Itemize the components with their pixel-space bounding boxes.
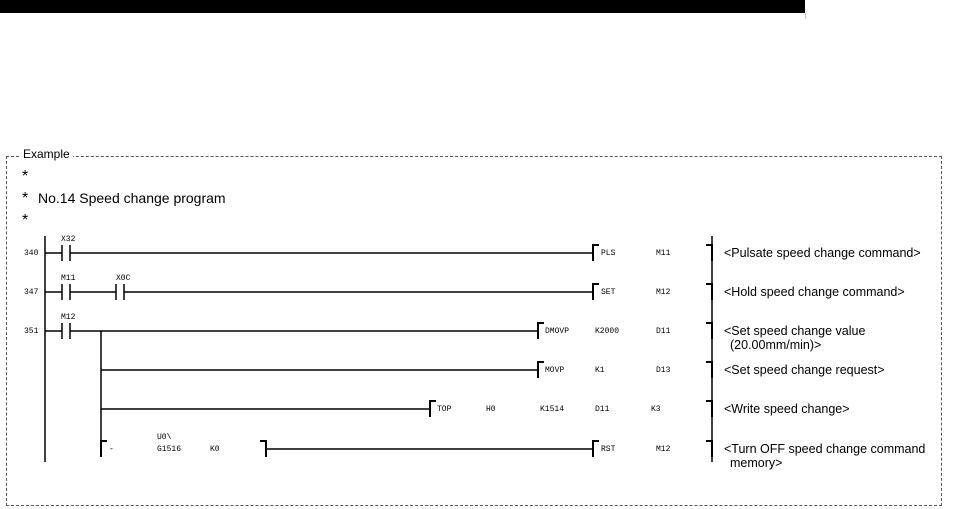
instruction-op: PLS — [601, 249, 616, 258]
rung-comment: <Set speed change request> — [724, 363, 885, 377]
bracket-close-6 — [706, 441, 712, 457]
bracket-open-top — [430, 401, 436, 417]
instruction-arg: K1514 — [540, 405, 565, 414]
step-number: 340 — [24, 249, 39, 258]
instruction-op: TOP — [437, 405, 452, 414]
instruction-arg: K2000 — [595, 327, 620, 336]
instruction-arg: M11 — [656, 249, 671, 258]
example-label: Example — [20, 147, 73, 161]
rung-comment: (20.00mm/min)> — [730, 338, 822, 352]
comment-star-3: * — [22, 212, 29, 229]
step-number: 347 — [24, 288, 39, 297]
condition-op: - — [109, 445, 114, 454]
bracket-open-set — [593, 284, 599, 300]
contact-label: M11 — [61, 274, 76, 283]
instruction-op: DMOVP — [545, 327, 570, 336]
contact-m11 — [62, 284, 70, 300]
rung-comment: <Pulsate speed change command> — [724, 246, 921, 260]
instruction-arg: D13 — [656, 366, 671, 375]
contact-m12 — [62, 323, 70, 339]
contact-label: X32 — [61, 235, 76, 244]
bracket-open-pls — [593, 245, 599, 261]
bracket-close-2 — [706, 284, 712, 300]
contact-label: M12 — [61, 313, 76, 322]
condition-arg: G1516 — [157, 445, 182, 454]
instruction-arg: D11 — [595, 405, 610, 414]
bracket-open-dmovp — [538, 323, 544, 339]
rung-comment: <Turn OFF speed change command — [724, 442, 926, 456]
bracket-open-rst — [593, 441, 599, 457]
instruction-op: RST — [601, 445, 616, 454]
rung-comment: <Set speed change value — [724, 324, 866, 338]
bracket-close-5 — [706, 401, 712, 417]
rung-comment: memory> — [730, 456, 783, 470]
instruction-arg: K3 — [651, 405, 661, 414]
instruction-arg: K1 — [595, 366, 605, 375]
bracket-close-3 — [706, 323, 712, 339]
instruction-arg: H0 — [486, 405, 496, 414]
instruction-op: MOVP — [545, 366, 565, 375]
condition-arg: U0\ — [157, 433, 172, 442]
condition-arg: K0 — [210, 445, 220, 454]
contact-x32 — [62, 245, 70, 261]
bracket-close-cmp — [260, 441, 266, 457]
instruction-arg: M12 — [656, 288, 671, 297]
instruction-op: SET — [601, 288, 616, 297]
bracket-close-1 — [706, 245, 712, 261]
rung-comment: <Hold speed change command> — [724, 285, 905, 299]
bracket-close-4 — [706, 362, 712, 378]
rung-comment: <Write speed change> — [724, 402, 850, 416]
comment-star-2: * — [22, 190, 29, 207]
instruction-arg: D11 — [656, 327, 671, 336]
bracket-open-cmp — [101, 441, 107, 457]
step-number: 351 — [24, 327, 39, 336]
bracket-open-movp — [538, 362, 544, 378]
contact-label: X0C — [116, 274, 131, 283]
instruction-arg: M12 — [656, 445, 671, 454]
program-title: No.14 Speed change program — [38, 190, 226, 206]
contact-x0c — [116, 284, 124, 300]
comment-star-1: * — [22, 168, 29, 185]
